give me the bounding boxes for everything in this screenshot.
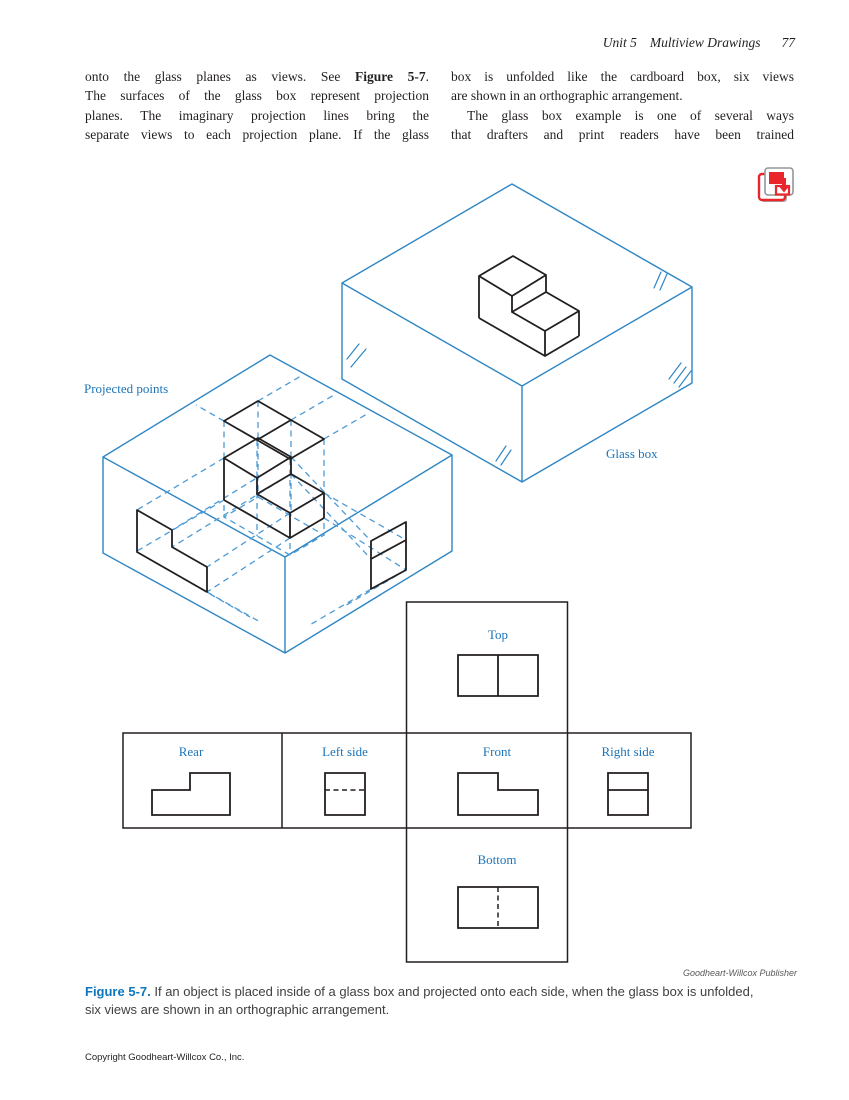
publisher-credit: Goodheart-Willcox Publisher (683, 968, 797, 978)
left-side-view (325, 773, 365, 815)
body-column-right (451, 67, 794, 144)
unfolded-views (123, 602, 691, 962)
projected-top-view (224, 401, 324, 459)
caption-text: If an object is placed inside of a glass box and projected onto each side, when the glass box is unfolded, (150, 984, 754, 999)
label-left-side: Left side (322, 744, 368, 759)
body-column-left (85, 67, 429, 144)
unit-label: Unit 5 (602, 35, 637, 50)
front-view (458, 773, 538, 815)
label-projected-points: Projected points (84, 381, 169, 396)
download-icon[interactable] (756, 166, 798, 206)
label-bottom: Bottom (477, 852, 517, 867)
text-line: box is unfolded like the cardboard box, six views (451, 69, 794, 84)
projection-lines (137, 376, 406, 626)
text-line: planes. The imaginary projection lines bring the (85, 107, 429, 123)
step-block-object-projected (224, 438, 324, 538)
glass-hatch-marks (347, 272, 691, 465)
text-line: separate views to each projection plane. If the glass (85, 126, 429, 142)
right-side-view (608, 773, 648, 815)
page-number: 77 (781, 35, 795, 50)
chapter-title: Multiview Drawings (649, 35, 761, 50)
label-right-side: Right side (601, 744, 655, 759)
text-line: The glass box example is one of several ways (467, 107, 794, 123)
rear-view (152, 773, 230, 815)
label-top: Top (487, 627, 509, 642)
projected-right-view (371, 522, 406, 589)
icon-red-square (769, 172, 784, 184)
text-line: onto the glass planes as views. See Figure 5-7. (85, 69, 429, 84)
projected-points-box (103, 355, 452, 653)
caption-figure-number: Figure 5-7. (85, 984, 151, 999)
caption-text-line2: six views are shown in an orthographic arrangement. (85, 1001, 390, 1017)
label-glass-box: Glass box (606, 446, 658, 461)
text-line: are shown in an orthographic arrangement. (451, 88, 683, 104)
figure-caption (85, 983, 785, 1018)
bottom-view (458, 887, 538, 928)
copyright-footer: Copyright Goodheart-Willcox Co., Inc. (85, 1052, 245, 1063)
top-view (458, 655, 538, 696)
projected-front-view (137, 510, 207, 592)
step-block-object (479, 256, 579, 356)
running-header (0, 35, 795, 51)
text-line: that drafters and print readers have been trained (451, 126, 794, 142)
label-rear: Rear (178, 744, 204, 759)
text-line: The surfaces of the glass box represent projection (85, 88, 429, 104)
label-front: Front (482, 744, 512, 759)
glass-box-drawing (342, 184, 692, 482)
